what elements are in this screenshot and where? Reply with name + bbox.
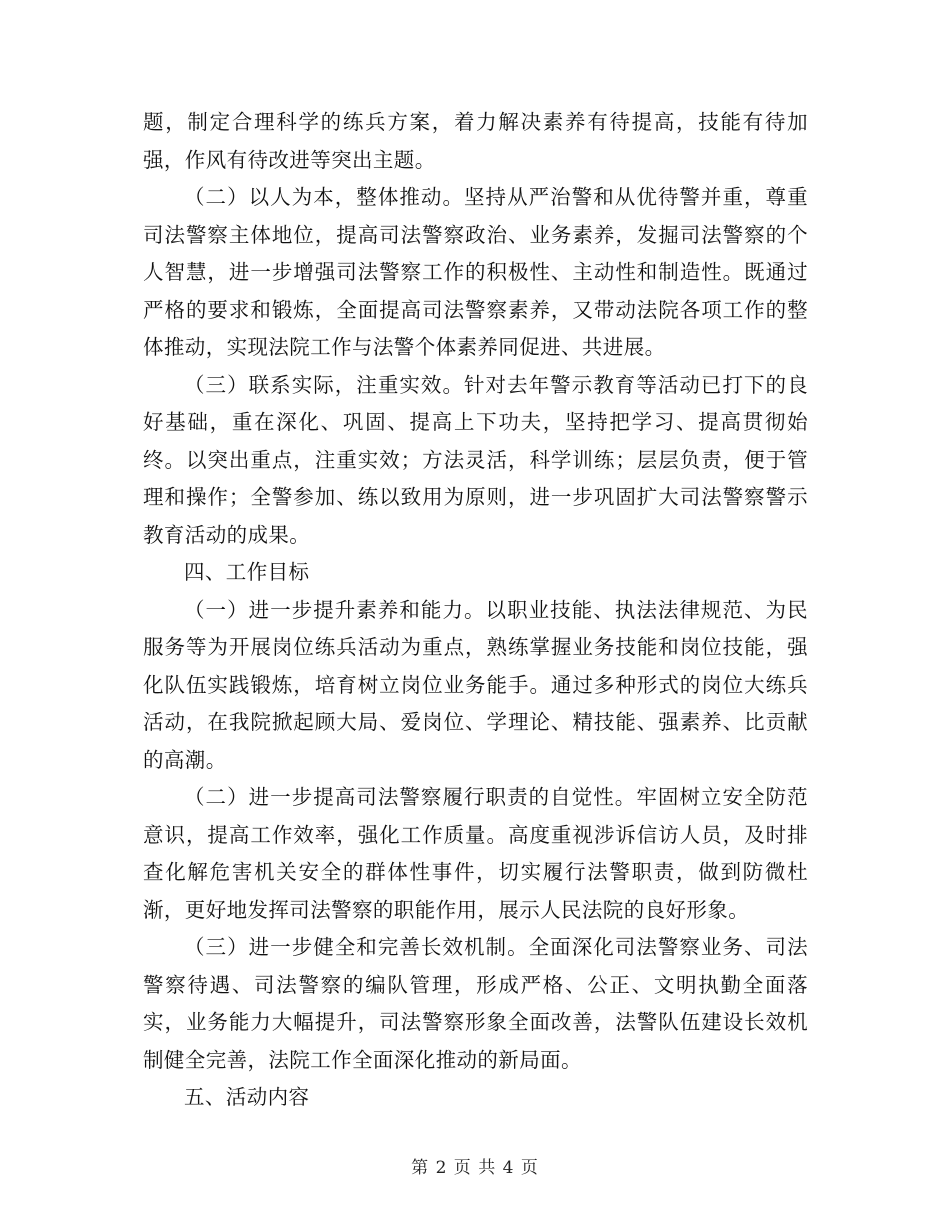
section-heading-activity-content: 五、活动内容 [184,1085,310,1109]
paragraph-continuation: 题，制定合理科学的练兵方案，着力解决素养有待提高，技能有待加强，作风有待改进等突出主题。 [143,110,808,172]
paragraph-goal-1: （一）进一步提升素养和能力。以职业技能、执法法律规范、为民服务等为开展岗位练兵活动为重点，熟练掌握业务技能和岗位技能，强化队伍实践锻炼，培育树立岗位业务能手。通过多种形式的岗位大练兵活动，在我院掀起顾大局、爱岗位、学理论、精技能、强素养、比贡献的高潮。 [143,597,808,772]
document-body [143,104,808,1117]
paragraph-principle-3: （三）联系实际，注重实效。针对去年警示教育等活动已打下的良好基础，重在深化、巩固、提高上下功夫，坚持把学习、提高贯彻始终。以突出重点，注重实效；方法灵活，科学训练；层层负责，便于管理和操作；全警参加、练以致用为原则，进一步巩固扩大司法警察警示教育活动的成果。 [143,372,808,547]
page-number-footer: 第 2 页 共 4 页 [411,1158,539,1178]
paragraph-principle-2: （二）以人为本，整体推动。坚持从严治警和从优待警并重，尊重司法警察主体地位，提高司法警察政治、业务素养，发掘司法警察的个人智慧，进一步增强司法警察工作的积极性、主动性和制造性。既通过严格的要求和锻炼，全面提高司法警察素养，又带动法院各项工作的整体推动，实现法院工作与法警个体素养同促进、共进展。 [143,185,808,359]
paragraph-goal-3: （三）进一步健全和完善长效机制。全面深化司法警察业务、司法警察待遇、司法警察的编队管理，形成严格、公正、文明执勤全面落实，业务能力大幅提升，司法警察形象全面改善，法警队伍建设长效机制健全完善，法院工作全面深化推动的新局面。 [143,935,808,1072]
section-heading-work-goals: 四、工作目标 [184,560,310,584]
paragraph-goal-2: （二）进一步提高司法警察履行职责的自觉性。牢固树立安全防范意识，提高工作效率，强化工作质量。高度重视涉诉信访人员，及时排查化解危害机关安全的群体性事件，切实履行法警职责，做到防微杜渐，更好地发挥司法警察的职能作用，展示人民法院的良好形象。 [143,785,808,922]
